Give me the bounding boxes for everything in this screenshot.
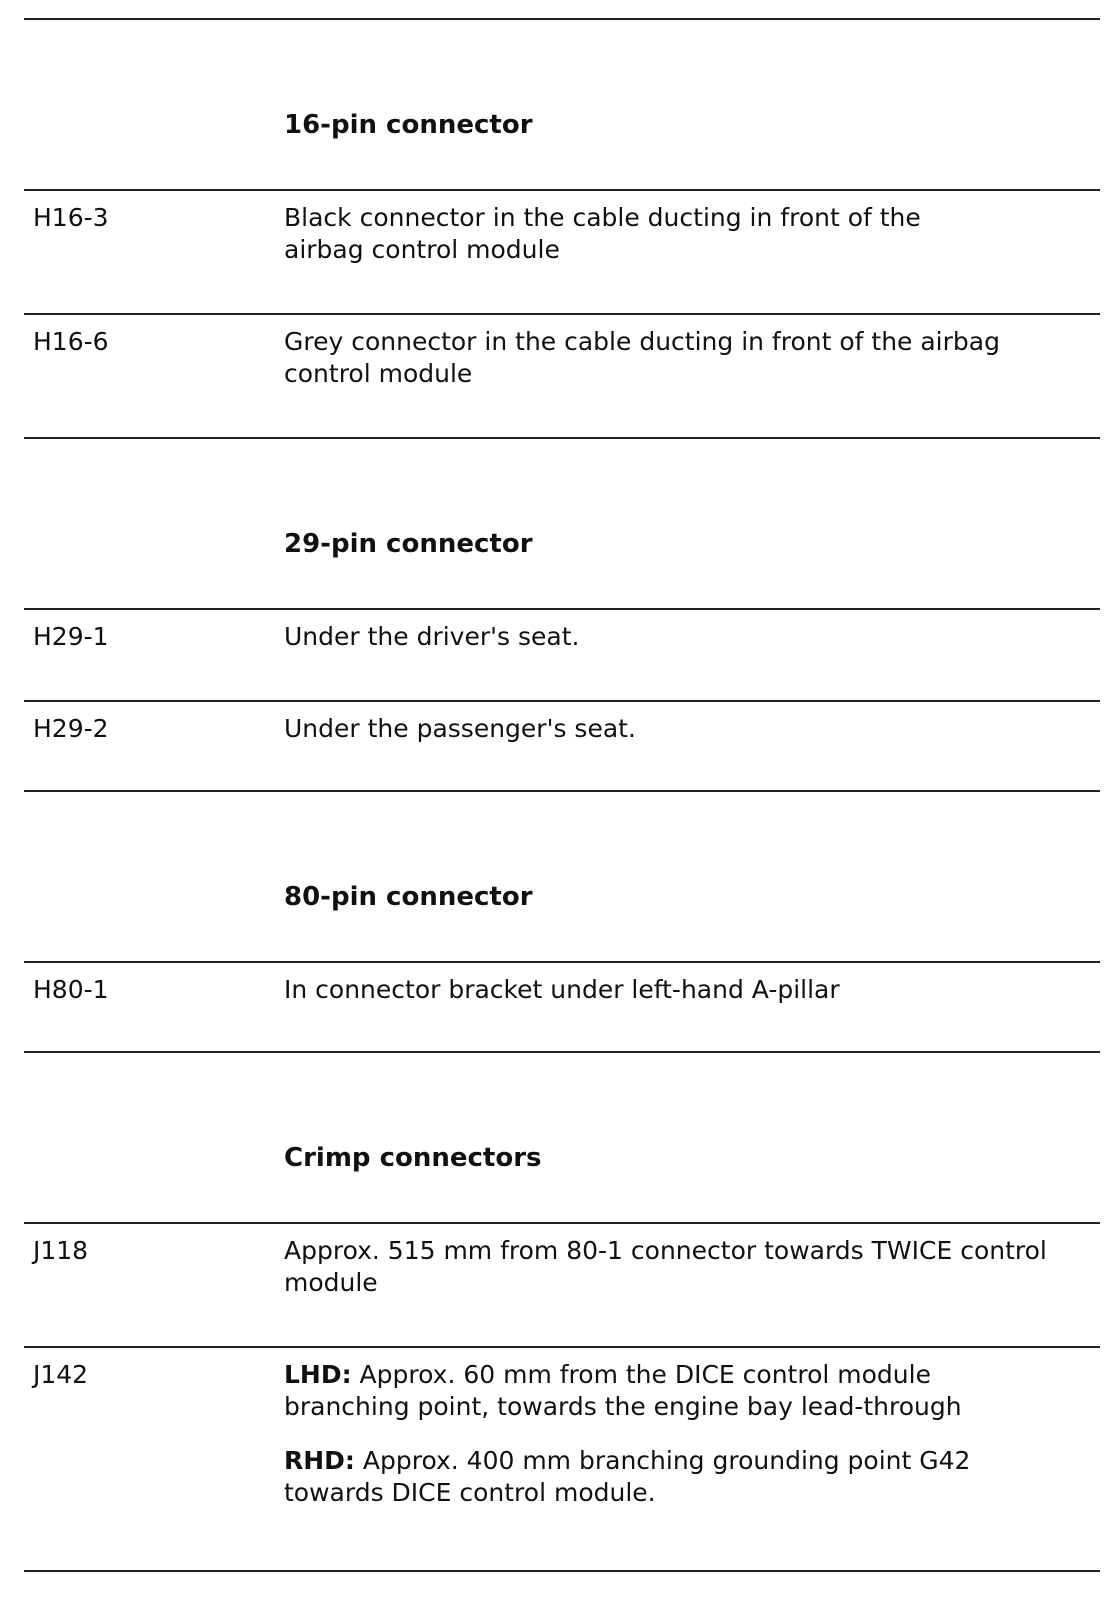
divider [24,1222,1100,1224]
divider [24,700,1100,702]
connector-code: H16-6 [33,327,109,356]
rhd-label: RHD: [284,1446,355,1475]
lhd-label: LHD: [284,1360,352,1389]
section-heading-crimp: Crimp connectors [284,1143,542,1173]
connector-location [284,1359,1054,1509]
divider [24,961,1100,963]
rhd-text: Approx. 400 mm branching grounding point G42 towards DICE control module. [284,1446,971,1507]
section-heading-29-pin: 29-pin connector [284,529,533,559]
divider [24,18,1100,20]
connector-location: Grey connector in the cable ducting in front of the airbag control module [284,327,1000,388]
connector-code: H80-1 [33,975,109,1004]
divider [24,189,1100,191]
divider [24,790,1100,792]
connector-location: Black connector in the cable ducting in front of the airbag control module [284,203,921,264]
divider [24,1346,1100,1348]
divider [24,608,1100,610]
divider [24,437,1100,439]
connector-location: Under the passenger's seat. [284,714,636,743]
connector-code: H29-1 [33,622,109,651]
lhd-note [284,1359,1054,1423]
connector-location: Approx. 515 mm from 80-1 connector towards TWICE control module [284,1236,1047,1297]
divider [24,313,1100,315]
connector-code: H16-3 [33,203,109,232]
section-heading-80-pin: 80-pin connector [284,882,533,912]
connector-code: J142 [33,1360,89,1389]
divider [24,1051,1100,1053]
connector-code: H29-2 [33,714,109,743]
divider [24,1570,1100,1572]
connector-location: Under the driver's seat. [284,622,580,651]
rhd-note [284,1445,1054,1509]
connector-location: In connector bracket under left-hand A-pillar [284,975,840,1004]
lhd-text: Approx. 60 mm from the DICE control module branching point, towards the engine bay lead-through [284,1360,962,1421]
section-heading-16-pin: 16-pin connector [284,110,533,140]
connector-code: J118 [33,1236,89,1265]
